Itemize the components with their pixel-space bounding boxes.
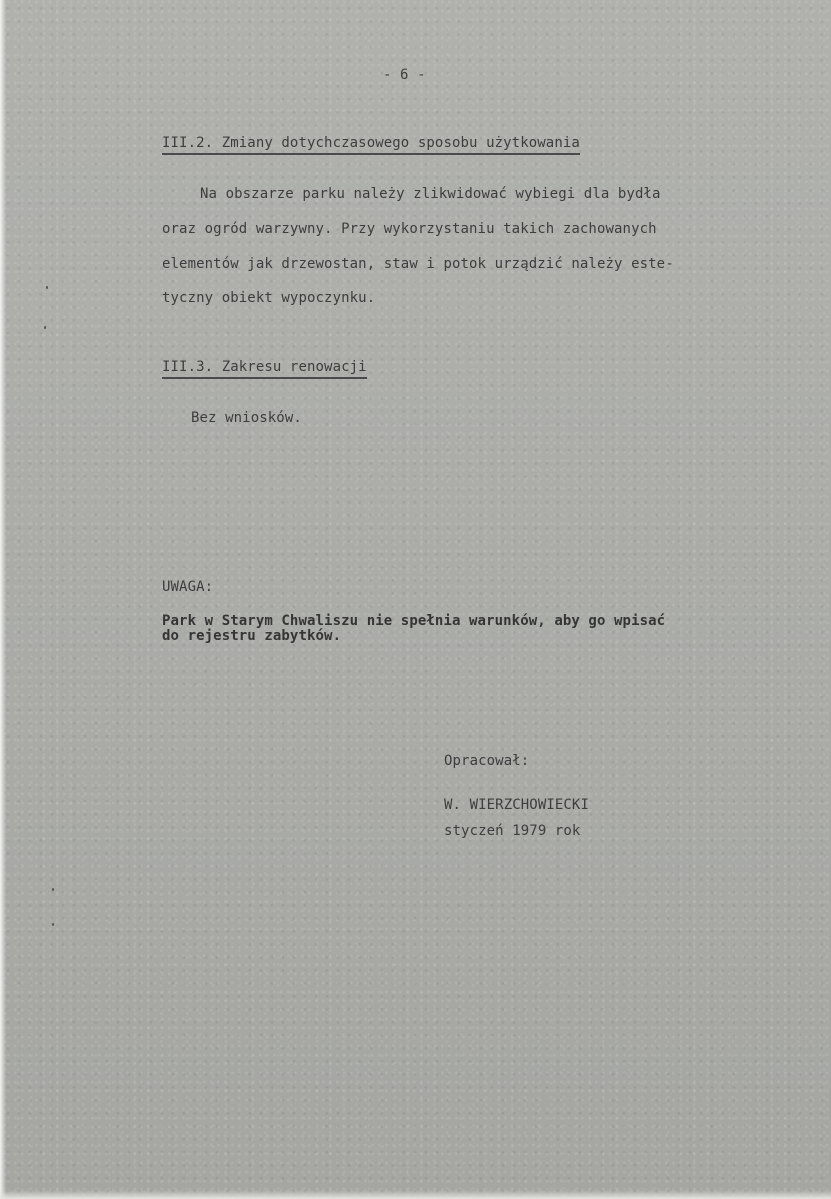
section-2-line-1: Na obszarze parku należy zlikwidować wybiegi dla bydła	[200, 186, 661, 202]
section-3-body: Bez wniosków.	[191, 410, 302, 426]
section-2-line-4: tyczny obiekt wypoczynku.	[162, 290, 376, 306]
margin-speck	[52, 888, 54, 891]
note-line-2: do rejestru zabytków.	[162, 628, 342, 644]
section-2-line-2: oraz ogród warzywny. Przy wykorzystaniu takich zachowanych	[162, 221, 657, 237]
margin-speck	[46, 286, 48, 289]
section-2-heading: III.2. Zmiany dotychczasowego sposobu użytkowania	[162, 134, 580, 155]
signature-date: styczeń 1979 rok	[444, 823, 581, 839]
signature-label: Opracował:	[444, 753, 530, 769]
page-edge-left	[0, 0, 6, 1199]
note-line-1: Park w Starym Chwaliszu nie spełnia warunków, aby go wpisać	[162, 613, 666, 629]
section-3-heading: III.3. Zakresu renowacji	[162, 358, 367, 379]
signature-name: W. WIERZCHOWIECKI	[444, 797, 589, 813]
page-number: - 6 -	[383, 67, 426, 83]
margin-speck	[52, 923, 54, 926]
section-2-line-3: elementów jak drzewostan, staw i potok urządzić należy este-	[162, 256, 674, 272]
note-label: UWAGA:	[162, 579, 214, 595]
margin-speck	[44, 326, 46, 329]
page-edge-bottom	[0, 1190, 831, 1199]
